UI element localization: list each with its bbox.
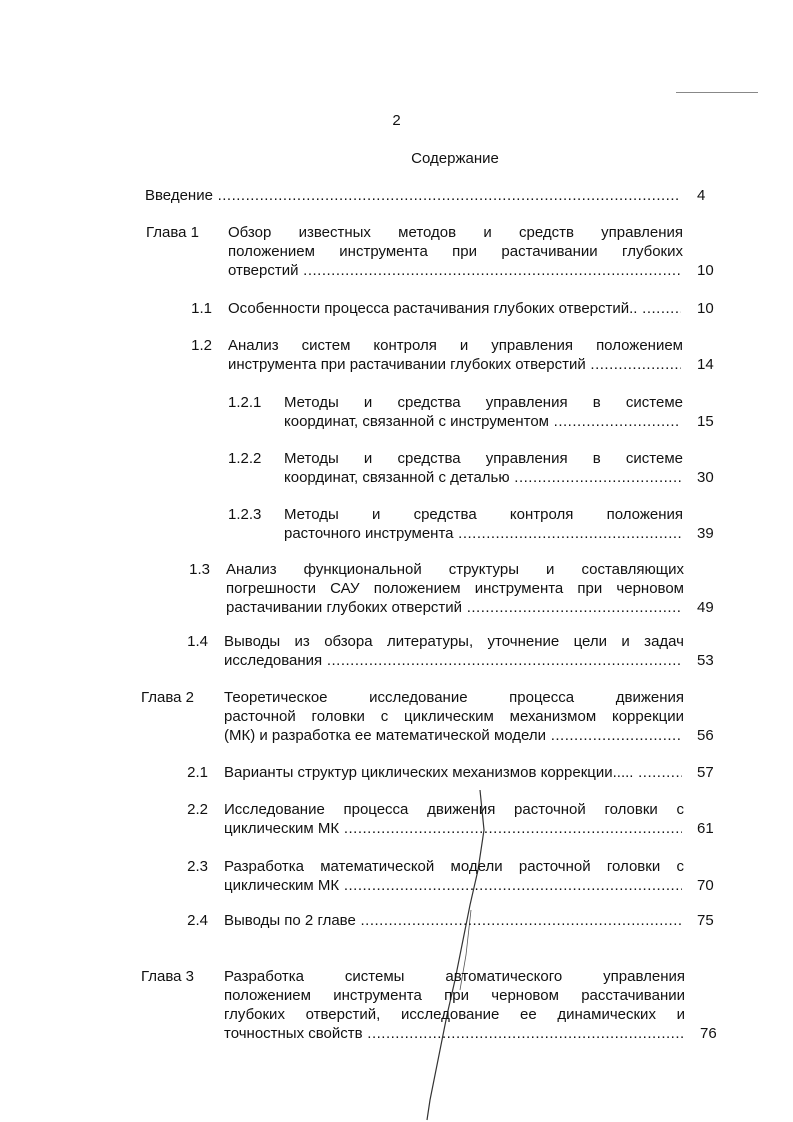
- toc-entry-line: Особенности процесса растачивания глубоких отверстий.. .....: [228, 299, 681, 318]
- toc-entry-line: положением инструмента при растачивании глубоких: [228, 243, 683, 260]
- toc-entry-page: 61: [697, 820, 714, 837]
- toc-entry-page: 39: [697, 525, 714, 542]
- toc-entry-line: расточной головки с циклическим механизмом коррекции: [224, 708, 684, 725]
- toc-entry-title: [224, 763, 684, 782]
- toc-entry-number: 2.4: [187, 912, 208, 929]
- toc-entry-line: положением инструмента при черновом расстачивании: [224, 987, 685, 1004]
- toc-entry-number: 1.4: [187, 633, 208, 650]
- toc-entry-number: 1.2.1: [228, 394, 262, 411]
- toc-entry-line: Выводы по 2 главе .....: [224, 911, 682, 930]
- toc-entry-page: 4: [697, 187, 706, 204]
- toc-entry-line: Анализ систем контроля и управления положением: [228, 337, 683, 354]
- toc-entry-number: 1.2.3: [228, 506, 262, 523]
- toc-entry-title: [284, 393, 683, 431]
- toc-entry-line: Разработка системы автоматического управления: [224, 968, 685, 985]
- toc-entry-line: Теоретическое исследование процесса движения: [224, 689, 684, 706]
- toc-entry-title: [145, 186, 683, 205]
- toc-entry-line: Разработка математической модели расточной головки с: [224, 858, 684, 875]
- toc-title: Содержание: [411, 150, 499, 167]
- toc-entry-page: 53: [697, 652, 714, 669]
- toc-entry-line: циклическим МК .....: [224, 819, 682, 838]
- toc-entry-page: 57: [697, 764, 714, 781]
- toc-entry-line: глубоких отверстий, исследование ее динамических и: [224, 1006, 685, 1023]
- toc-entry-line: Варианты структур циклических механизмов коррекции..... .....: [224, 763, 682, 782]
- toc-entry-number: 2.1: [187, 764, 208, 781]
- toc-entry-page: 14: [697, 356, 714, 373]
- toc-entry-number: Глава 2: [141, 689, 195, 706]
- toc-entry-line: точностных свойств .....: [224, 1024, 683, 1043]
- toc-entry-number: 1.2.2: [228, 450, 262, 467]
- toc-entry-page: 10: [697, 300, 714, 317]
- toc-entry-title: [226, 560, 684, 617]
- toc-entry-line: Методы и средства контроля положения: [284, 506, 683, 523]
- toc-entry-number: Глава 3: [141, 968, 195, 985]
- page-number: 2: [392, 112, 401, 129]
- toc-entry-line: Методы и средства управления в системе: [284, 450, 683, 467]
- toc-entry-page: 30: [697, 469, 714, 486]
- toc-entry-number: Глава 1: [146, 224, 200, 241]
- toc-entry-title: [284, 449, 683, 487]
- toc-entry-title: [284, 505, 683, 543]
- toc-entry-page: 76: [700, 1025, 717, 1042]
- toc-entry-line: расточного инструмента .....: [284, 524, 681, 543]
- toc-entry-number: 1.2: [191, 337, 212, 354]
- toc-entry-page: 15: [697, 413, 714, 430]
- toc-entry-number: 2.3: [187, 858, 208, 875]
- toc-entry-title: [228, 223, 683, 280]
- toc-entry-title: [224, 967, 685, 1043]
- toc-entry-number: 1.1: [191, 300, 212, 317]
- toc-entry-line: Исследование процесса движения расточной головки с: [224, 801, 684, 818]
- toc-entry-line: координат, связанной с инструментом .....: [284, 412, 681, 431]
- toc-entry-line: координат, связанной с деталью .....: [284, 468, 681, 487]
- toc-entry-title: [228, 299, 683, 318]
- toc-entry-number: 1.3: [189, 561, 210, 578]
- toc-entry-line: циклическим МК .....: [224, 876, 682, 895]
- toc-entry-line: Методы и средства управления в системе: [284, 394, 683, 411]
- toc-entry-page: 75: [697, 912, 714, 929]
- toc-entry-line: отверстий .....: [228, 261, 681, 280]
- toc-entry-title: [224, 800, 684, 838]
- toc-entry-line: инструмента при растачивании глубоких отверстий .....: [228, 355, 681, 374]
- toc-entry-page: 10: [697, 262, 714, 279]
- toc-entry-number: 2.2: [187, 801, 208, 818]
- toc-entry-line: (МК) и разработка ее математической модели .....: [224, 726, 682, 745]
- toc-entry-title: [224, 688, 684, 745]
- toc-entry-line: Введение .....: [145, 186, 681, 205]
- toc-entry-page: 49: [697, 599, 714, 616]
- toc-entry-line: Выводы из обзора литературы, уточнение цели и задач: [224, 633, 684, 650]
- toc-entry-page: 56: [697, 727, 714, 744]
- toc-entry-title: [224, 911, 684, 930]
- toc-entry-title: [224, 632, 684, 670]
- toc-entry-line: Анализ функциональной структуры и составляющих: [226, 561, 684, 578]
- toc-entry-title: [228, 336, 683, 374]
- toc-entry-page: 70: [697, 877, 714, 894]
- toc-entry-line: растачивании глубоких отверстий .....: [226, 598, 682, 617]
- toc-entry-line: Обзор известных методов и средств управления: [228, 224, 683, 241]
- toc-entry-line: исследования .....: [224, 651, 682, 670]
- toc-entry-line: погрешности САУ положением инструмента при черновом: [226, 580, 684, 597]
- toc-entry-title: [224, 857, 684, 895]
